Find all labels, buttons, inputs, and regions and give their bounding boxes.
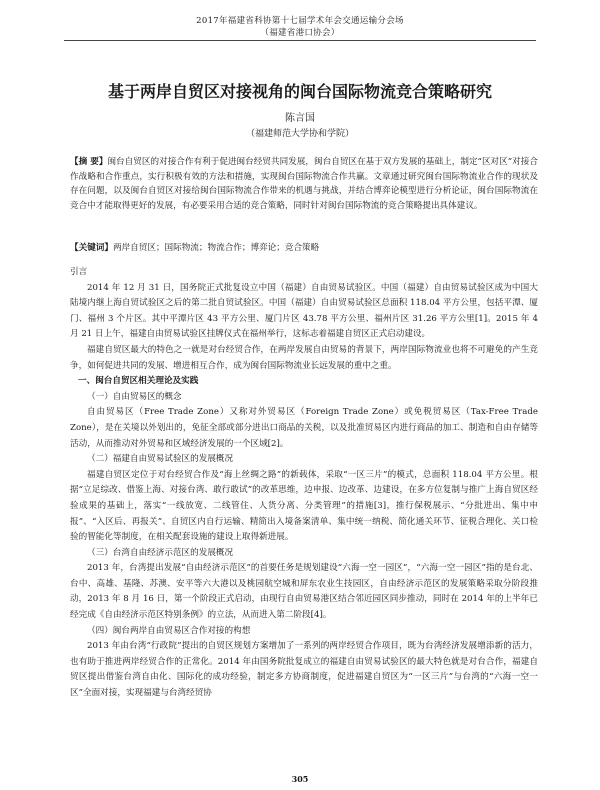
author-affiliation: （福建师范大学协和学院） bbox=[245, 129, 354, 139]
section-1-1-paragraph: 自由贸易区（Free Trade Zone）又称对外贸易区（Foreign Trade Zone）或免税贸易区（Tax-Free Trade Zone），是在关境以外划出的，免征全部或部分进出口商品的关税，以及批准贸易区内进行商品的加工、制造和自由存储等活动，从而推动对外贸易和区域经济发展的一个区域[2]。 bbox=[70, 407, 538, 449]
section-1-2-paragraph: 福建自贸区定位于对台经贸合作及“海上丝绸之路”的新载体，采取“一区三片”的模式，总面积 118.04 平方公里。根据“立足综改、借鉴上海、对接台湾、敢行敢试”的改革思维，边申报、边改革、边建设，在多方位复制与推广上海自贸区经验成果的基础上，落实“一线放宽、二线管住、人货分离、分类管理”的措施[3]，推行保税展示、“分批进出、集中申报”、“入区后、再报关”、自贸区内自行运输、精简出入境备案清单、集中统一纳税、简化通关环节、征税合理化、关口检验的智能化等制度，在相关配套设施的建设上取得新进展。 bbox=[70, 469, 538, 543]
abstract-label: 【摘 要】 bbox=[70, 157, 108, 167]
intro-paragraph-2: 福建自贸区最大的特色之一就是对台经贸合作，在两岸发展自由贸易的背景下，两岸国际物流业也将不可避免的产生竞争，如何促进共同的发展、增进相互合作，成为闽台国际物流业长远发展的重中之重。 bbox=[70, 344, 538, 371]
page-number: 305 bbox=[291, 774, 309, 784]
keywords bbox=[70, 241, 538, 253]
conference-subheader: （福建省港口协会） bbox=[260, 28, 340, 38]
section-1-2-heading: （二）福建自由贸易试验区的发展概况 bbox=[87, 454, 234, 465]
paper-title: 基于两岸自贸区对接视角的闽台国际物流竞合策略研究 bbox=[107, 82, 492, 101]
conference-header: 2017年福建省科协第十七届学术年会交通运输分会场 bbox=[196, 16, 404, 26]
section-1-3-heading: （三）台湾自由经济示范区的发展概况 bbox=[87, 547, 234, 558]
section-1-3-paragraph: 2013 年，台湾提出发展“自由经济示范区”的首要任务是规划建设“六海一空一园区”，“六海一空一园区”指的是台北、台中、高雄、基隆、苏澳、安平等六大港以及桃园航空城和屏东农业生技园区，自由经济示范区的发展策略采取分阶段推动，2013 年 8 月 16 日，第一个阶段正式启动，由现行自由贸易港区结合邻近园区同步推动，同时在 2014 年的上半年已经完成《自由经济示范区特别条例》的立法，从而进入第二阶段[4]。 bbox=[70, 563, 538, 621]
intro-heading: 引言 bbox=[70, 267, 88, 277]
abstract-text: 闽台自贸区的对接合作有利于促进闽台经贸共同发展，闽台自贸区在基于双方发展的基础上，制定“区对区”对接合作战略和合作重点，实行积极有效的方法和措施，实现闽台国际物流合作共赢。文章通过研究闽台国际物流业合作的现状及存在问题，以及闽台自贸区对接给闽台国际物流合作带来的机遇与挑战，并结合博弈论模型进行分析论证，闽台国际物流在竞合中才能取得更好的发展，有必要采用合适的竞合策略，同时针对闽台国际物流的竞合策略提出具体建议。 bbox=[70, 157, 538, 211]
section-1-4-paragraph: 2013 年由台湾“行政院”提出的自贸区规划方案增加了一系列的两岸经贸合作项目，既为台湾经济发展增添新的活力，也有助于推进两岸经贸合作的正常化。2014 年由国务院批复成立的福建自由贸易试验区的最大特色就是对台合作，福建自贸区提出借鉴台湾自由化、国际化的成功经验，制定多方协商制度，促进福建自贸区为“一区三片”与台湾的“六海一空一区”全面对接，实现福建与台湾经贸协 bbox=[70, 641, 538, 699]
section-1-heading: 一、闽台自贸区相关理论及实践 bbox=[78, 376, 199, 387]
intro-paragraph-1: 2014 年 12 月 31 日，国务院正式批复设立中国（福建）自由贸易试验区。中国（福建）自由贸易试验区成为中国大陆境内继上海自贸试验区之后的第二批自贸试验区。中国（福建）自由贸易试验区总面积 118.04 平方公里，包括平潭、厦门、福州 3 个片区。其中平潭片区 43 平方公里、厦门片区 43.78 平方公里、福州片区 31.26 平方公里[1]。2015 年 4 月 21 日上午，福建自由贸易试验区挂牌仪式在福州举行，这标志着福建自贸区正式启动建设。 bbox=[70, 282, 538, 340]
body-text bbox=[70, 265, 538, 702]
author-name: 陈言国 bbox=[285, 113, 315, 124]
section-1-1-heading: （一）自由贸易区的概念 bbox=[87, 391, 182, 402]
keywords-label: 【关键词】 bbox=[70, 243, 113, 253]
abstract bbox=[70, 155, 538, 213]
section-1-4-heading: （四）闽台两岸自由贸易区合作对接的构想 bbox=[87, 625, 251, 636]
header-rule bbox=[64, 40, 536, 41]
keywords-text: 两岸自贸区；国际物流；物流合作；博弈论；竞合策略 bbox=[112, 243, 320, 253]
